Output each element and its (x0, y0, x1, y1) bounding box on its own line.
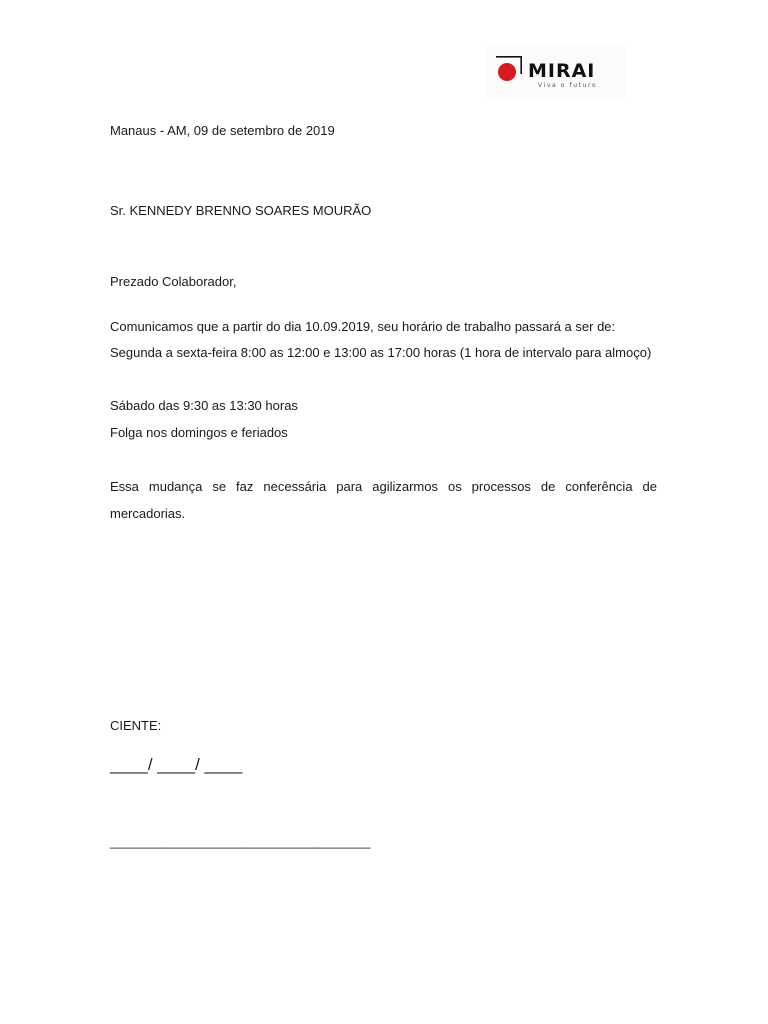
logo-tagline: Viva o futuro (538, 82, 598, 89)
date-blank: ____/ ____/ ____ (110, 755, 243, 774)
days-off: Folga nos domingos e feriados (110, 425, 288, 440)
weekday-schedule: Segunda a sexta-feira 8:00 as 12:00 e 13:00 as 17:00 horas (1 hora de intervalo para almoço) (110, 345, 652, 360)
saturday-schedule: Sábado das 9:30 as 13:30 horas (110, 398, 298, 413)
salutation: Prezado Colaborador, (110, 274, 237, 289)
recipient-name: Sr. KENNEDY BRENNO SOARES MOURÃO (110, 203, 372, 218)
company-logo (486, 46, 626, 98)
place-date: Manaus - AM, 09 de setembro de 2019 (110, 123, 335, 138)
intro-paragraph: Comunicamos que a partir do dia 10.09.2019, seu horário de trabalho passará a ser de: (110, 319, 616, 334)
reason-paragraph: Essa mudança se faz necessária para agilizarmos os processos de conferência de mercadorias. (110, 479, 657, 521)
logo-brand-name: MIRAI (528, 60, 596, 82)
acknowledge-label: CIENTE: (110, 718, 162, 733)
signature-line: ____________________________________ (110, 834, 371, 849)
